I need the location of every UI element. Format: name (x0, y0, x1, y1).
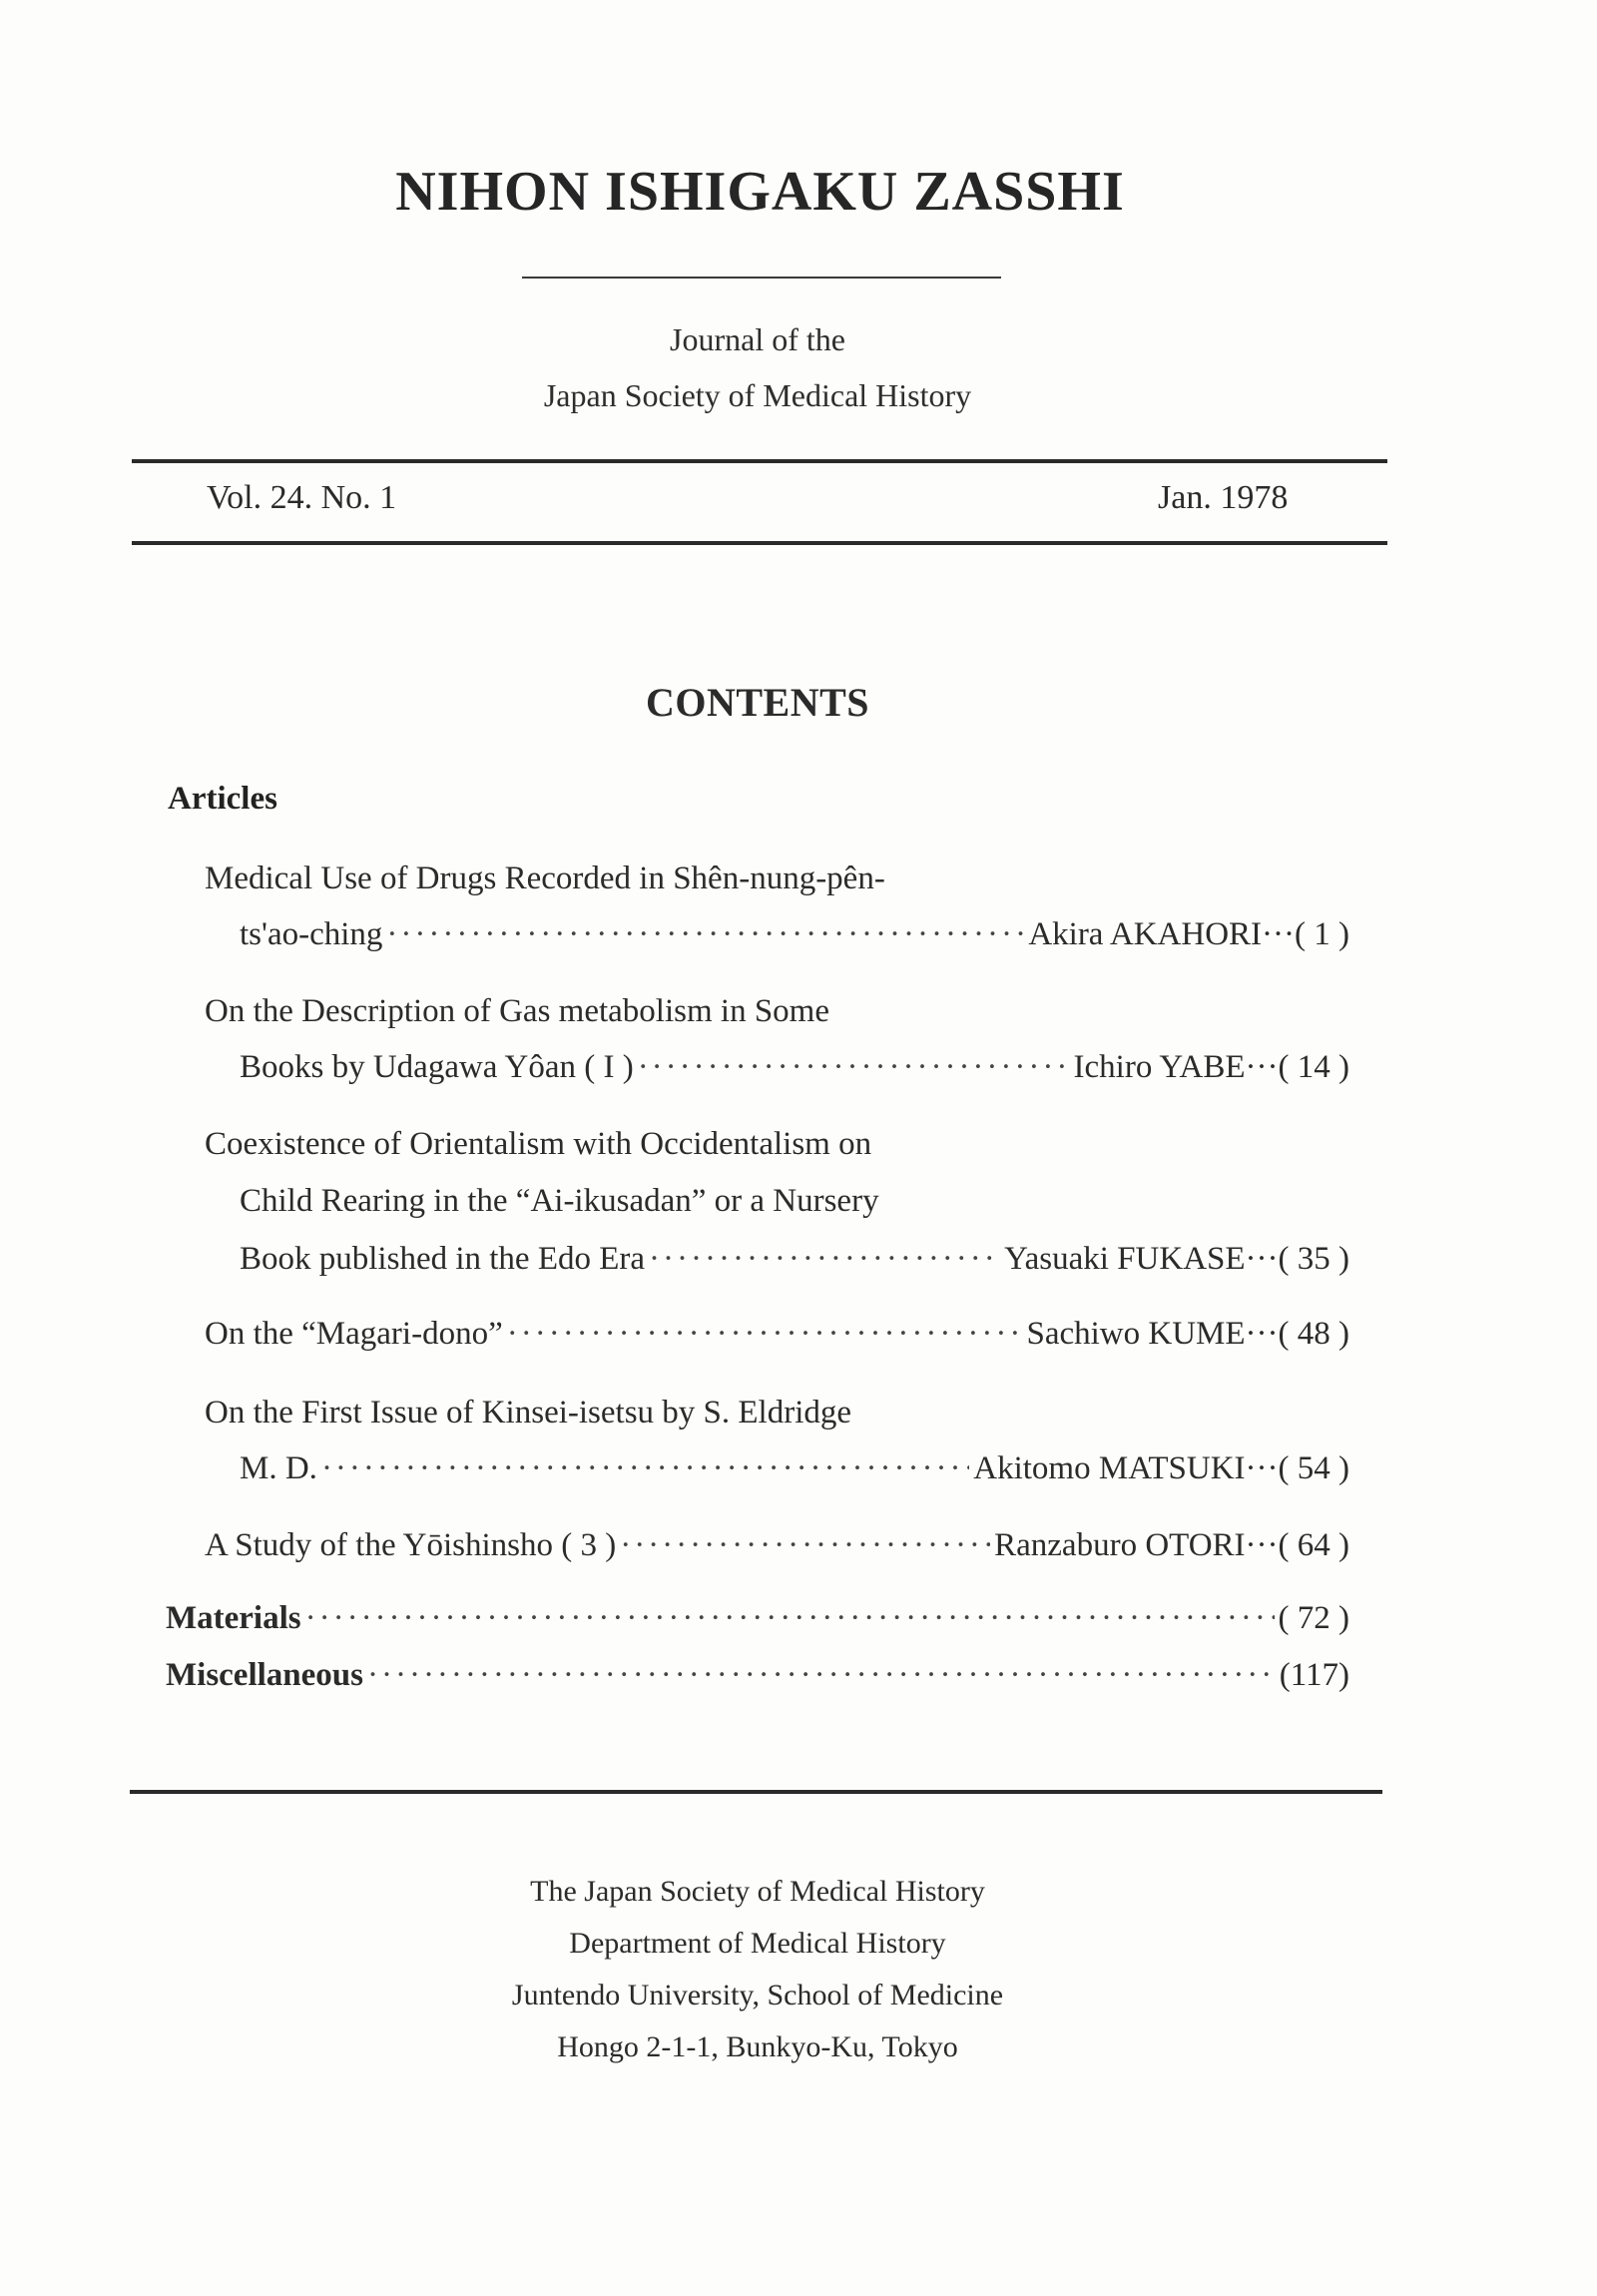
article-2-page: ( 14 ) (1278, 1049, 1349, 1085)
article-4-author: Sachiwo KUME (1026, 1316, 1246, 1352)
article-1-title-line-1: Medical Use of Drugs Recorded in Shên-nung-pên- (205, 861, 885, 896)
journal-subtitle-line-2: Japan Society of Medical History (543, 377, 972, 413)
article-3-author: Yasuaki FUKASE (1004, 1241, 1246, 1277)
publisher-university: Juntendo University, School of Medicine (511, 1979, 1004, 2011)
dot-leader (620, 1527, 990, 1564)
article-2-title-line-1: On the Description of Gas metabolism in Some (205, 993, 829, 1029)
article-3-page: ( 35 ) (1278, 1241, 1349, 1277)
article-2-title-line-2: Books by Udagawa Yôan ( I ) (240, 1049, 634, 1085)
dot-leader-short: ··· (1245, 1450, 1279, 1486)
title-divider (522, 277, 1001, 279)
materials-entry (166, 1600, 1349, 1637)
article-6-entry (205, 1527, 1349, 1564)
articles-section-label: Articles (168, 781, 277, 817)
article-2-author: Ichiro YABE (1073, 1049, 1246, 1085)
article-5-author: Akitomo MATSUKI (973, 1450, 1246, 1486)
dot-leader-short: ··· (1245, 1241, 1279, 1277)
article-5-title-line-1: On the First Issue of Kinsei-isetsu by S. Eldridge (205, 1395, 852, 1431)
article-2-entry (240, 1049, 1349, 1086)
dot-leader-short: ··· (1245, 1527, 1279, 1563)
dot-leader (321, 1450, 969, 1487)
dot-leader (367, 1657, 1276, 1694)
miscellaneous-entry (166, 1657, 1349, 1694)
materials-label: Materials (166, 1600, 301, 1636)
article-1-title-line-2: ts'ao-ching (240, 916, 383, 952)
article-4-page: ( 48 ) (1278, 1316, 1349, 1352)
dot-leader-short: ··· (1245, 1316, 1279, 1352)
article-1-entry (240, 916, 1349, 953)
article-1-author: Akira AKAHORI (1028, 916, 1263, 952)
article-3-entry (240, 1241, 1349, 1278)
article-1-page: ( 1 ) (1295, 916, 1349, 952)
article-4-title: On the “Magari-dono” (205, 1316, 503, 1352)
dot-leader-short: ··· (1245, 1049, 1279, 1085)
issue-top-rule (132, 459, 1387, 463)
article-5-entry (240, 1450, 1349, 1487)
materials-page: ( 72 ) (1278, 1600, 1349, 1636)
article-5-title-line-2: M. D. (240, 1450, 317, 1486)
dot-leader (638, 1049, 1070, 1086)
dot-leader (386, 916, 1024, 953)
dot-leader-short: ··· (1262, 916, 1296, 952)
miscellaneous-page: (117) (1279, 1657, 1349, 1693)
volume-number: Vol. 24. No. 1 (207, 479, 397, 516)
article-3-title-line-2: Child Rearing in the “Ai-ikusadan” or a Nursery (240, 1183, 879, 1219)
publisher-name: The Japan Society of Medical History (530, 1875, 985, 1908)
issue-bottom-rule (132, 541, 1387, 545)
dot-leader (649, 1241, 1000, 1278)
journal-subtitle-line-1: Journal of the (670, 321, 845, 357)
article-3-title-line-3: Book published in the Edo Era (240, 1241, 646, 1277)
article-4-entry (205, 1316, 1349, 1353)
dot-leader (507, 1316, 1023, 1353)
article-6-title: A Study of the Yōishinsho ( 3 ) (205, 1527, 617, 1563)
article-6-author: Ranzaburo OTORI (994, 1527, 1246, 1563)
issue-date: Jan. 1978 (1158, 479, 1289, 516)
dot-leader (305, 1600, 1275, 1637)
publisher-address: Hongo 2-1-1, Bunkyo-Ku, Tokyo (557, 2030, 958, 2063)
footer-rule (130, 1790, 1382, 1794)
article-3-title-line-1: Coexistence of Orientalism with Occidentalism on (205, 1126, 872, 1162)
journal-title: NIHON ISHIGAKU ZASSHI (395, 161, 1125, 223)
miscellaneous-label: Miscellaneous (166, 1657, 363, 1693)
publisher-department: Department of Medical History (569, 1927, 946, 1960)
article-5-page: ( 54 ) (1278, 1450, 1349, 1486)
article-6-page: ( 64 ) (1278, 1527, 1349, 1563)
contents-heading: CONTENTS (645, 680, 870, 725)
